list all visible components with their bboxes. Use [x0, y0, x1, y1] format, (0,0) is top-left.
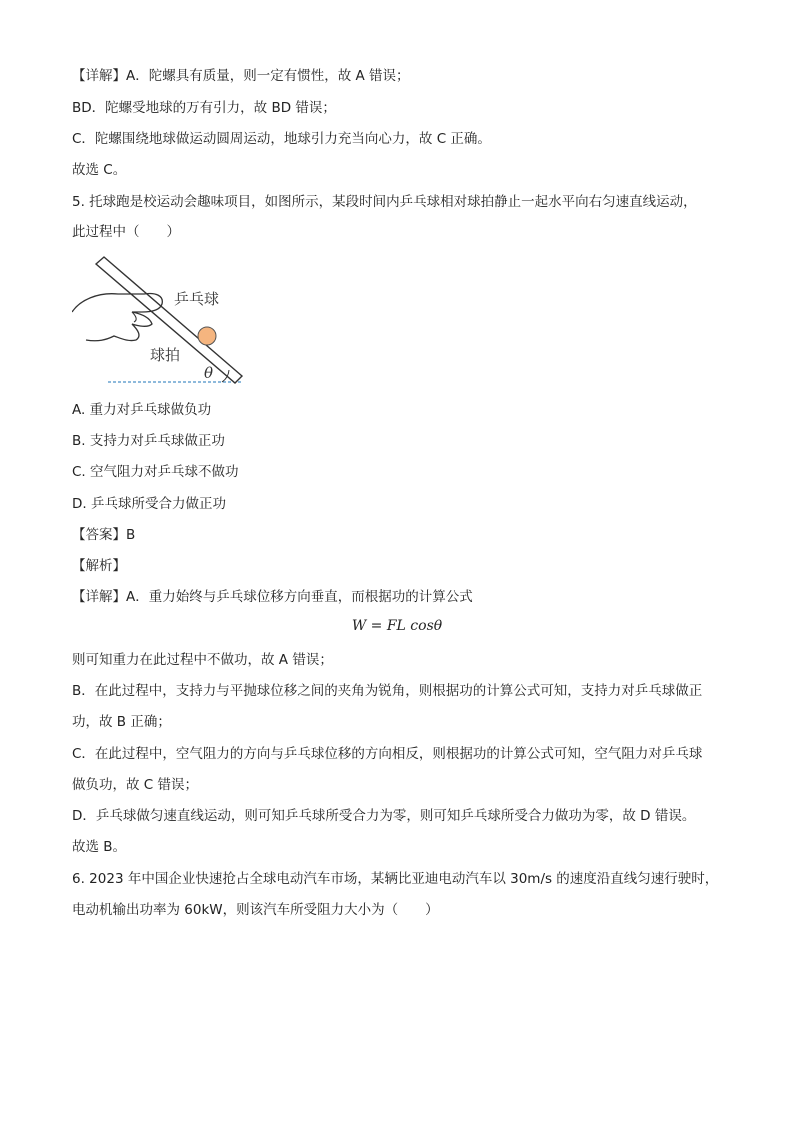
ping-pong-ball [198, 327, 216, 345]
q6-stem-line-2: 电动机输出功率为 60kW，则该汽车所受阻力大小为（ ） [72, 902, 439, 918]
q5-conclusion: 故选 B。 [72, 839, 127, 855]
q6-stem-line-1: 6. 2023 年中国企业快速抢占全球电动汽车市场，某辆比亚迪电动汽车以 30m/s 的速度沿直线匀速行驶时， [72, 871, 719, 887]
q5-stem-line-1: 5. 托球跑是校运动会趣味项目，如图所示，某段时间内乒乓球相对球拍静止一起水平向右匀速直线运动， [72, 194, 697, 210]
q4-conclusion: 故选 C。 [72, 162, 127, 178]
q4-explain-line-2: BD．陀螺受地球的万有引力，故 BD 错误； [72, 100, 336, 116]
label-theta: θ [204, 364, 214, 382]
label-paddle: 球拍 [150, 346, 181, 364]
label-ping-pong-ball: 乒乓球 [174, 290, 220, 308]
q5-answer: 【答案】B [72, 527, 136, 543]
q5-option-c: C. 空气阻力对乒乓球不做功 [72, 464, 239, 480]
q5-explain-line-3: B．在此过程中，支持力与平抛球位移之间的夹角为锐角，则根据功的计算公式可知，支持力对乒乓球做正 [72, 683, 703, 699]
q5-option-a: A. 重力对乒乓球做负功 [72, 402, 212, 418]
q5-option-d: D. 乒乓球所受合力做正功 [72, 496, 226, 512]
q4-explain-line-3: C．陀螺围绕地球做运动圆周运动，地球引力充当向心力，故 C 正确。 [72, 131, 491, 147]
q5-option-b: B. 支持力对乒乓球做正功 [72, 433, 225, 449]
q5-explain-line-2: 则可知重力在此过程中不做功，故 A 错误； [72, 652, 333, 668]
q5-explain-line-7: D．乒乓球做匀速直线运动，则可知乒乓球所受合力为零，则可知乒乓球所受合力做功为零，故 D 错误。 [72, 808, 696, 824]
q4-explain-line-1: 【详解】A．陀螺具有质量，则一定有惯性，故 A 错误； [72, 68, 410, 84]
work-formula: W = FL cosθ [351, 618, 443, 634]
q5-analysis-title: 【解析】 [72, 558, 126, 574]
q5-explain-line-6: 做负功，故 C 错误； [72, 777, 199, 793]
q5-explain-line-4: 功，故 B 正确； [72, 714, 171, 730]
q5-figure [72, 254, 252, 388]
q5-stem-line-2: 此过程中（ ） [72, 224, 180, 240]
q5-explain-line-1: 【详解】A．重力始终与乒乓球位移方向垂直，而根据功的计算公式 [72, 589, 473, 605]
paddle-diagram [72, 254, 252, 388]
q5-explain-line-5: C．在此过程中，空气阻力的方向与乒乓球位移的方向相反，则根据功的计算公式可知，空气阻力对乒乓球 [72, 746, 703, 762]
